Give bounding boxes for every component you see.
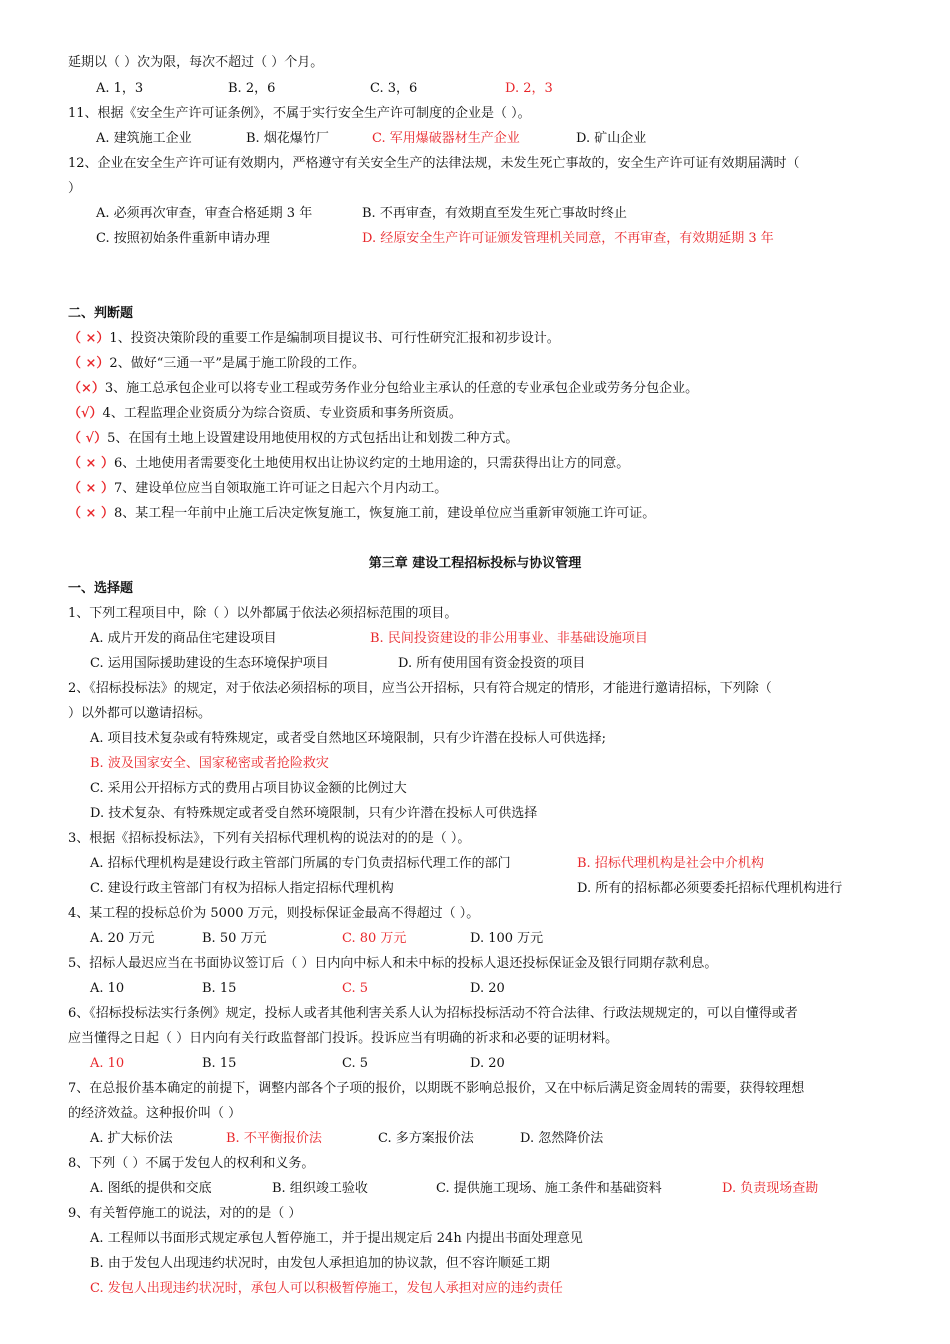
option-d: D. 所有使用国有资金投资的项目	[398, 656, 586, 671]
option-a: A. 工程师以书面形式规定承包人暂停施工，并于提出规定后 24h 内提出书面处理意见	[90, 1231, 583, 1246]
judgement-text: 6、土地使用者需要变化土地使用权出让协议约定的土地用途的，只需获得出让方的同意。	[113, 456, 630, 471]
option-a: A. 图纸的提供和交底	[90, 1181, 212, 1196]
question-text: 3、根据《招标投标法》，下列有关招标代理机构的说法对的的是（ ）。	[68, 831, 471, 846]
option-d: D. 20	[470, 981, 505, 996]
judgement-mark: （ √）	[68, 431, 108, 446]
option-c: C. 采用公开招标方式的费用占项目协议金额的比例过大	[90, 781, 407, 796]
judgement-mark: （ × ）	[68, 456, 114, 471]
question-text: 2、《招标投标法》的规定，对于依法必须招标的项目，应当公开招标，只有符合规定的情形，才能进行邀请招标，下列除（	[68, 681, 772, 696]
option-b: B. 2，6	[228, 81, 276, 96]
option-c-answer: C. 发包人出现违约状况时，承包人可以积极暂停施工，发包人承担对应的违约责任	[90, 1281, 563, 1296]
judgement-mark: （ ×）	[68, 356, 110, 371]
question-text: 6、《招标投标法实行条例》规定，投标人或者其他利害关系人认为招标投标活动不符合法律、行政法规规定的，可以自懂得或者	[68, 1006, 798, 1021]
judgement-item	[68, 355, 365, 373]
judgement-item	[68, 430, 518, 448]
option-c: C. 建设行政主管部门有权为招标人指定招标代理机构	[90, 881, 394, 896]
option-a: A. 必须再次审查，审查合格延期 3 年	[96, 206, 313, 221]
judgement-item	[68, 405, 462, 423]
option-d: D. 技术复杂、有特殊规定或者受自然环境限制，只有少许潜在投标人可供选择	[90, 806, 538, 821]
option-d: D. 所有的招标都必须要委托招标代理机构进行	[577, 881, 843, 896]
option-d-answer: D. 负责现场查勘	[722, 1181, 819, 1196]
option-b-answer: B. 不平衡报价法	[226, 1131, 322, 1146]
option-b: B. 组织竣工验收	[272, 1181, 368, 1196]
option-b-answer: B. 民间投资建设的非公用事业、非基础设施项目	[370, 631, 648, 646]
judgement-mark: （×）	[68, 381, 105, 396]
option-a: A. 10	[90, 981, 125, 996]
question-text: 5、招标人最迟应当在书面协议签订后（ ）日内向中标人和未中标的投标人退还投标保证金及银行同期存款利息。	[68, 956, 718, 971]
option-a: A. 扩大标价法	[90, 1131, 173, 1146]
option-b: B. 50 万元	[202, 931, 267, 946]
option-c: C. 运用国际援助建设的生态环境保护项目	[90, 656, 329, 671]
section-heading: 二、判断题	[68, 306, 134, 321]
option-c-answer: C. 5	[342, 981, 369, 996]
judgement-mark: （√）	[68, 406, 103, 421]
question-text-continued: ）以外都可以邀请招标。	[68, 706, 212, 721]
judgement-text: 8、某工程一年前中止施工后决定恢复施工，恢复施工前，建设单位应当重新审领施工许可证。	[113, 506, 656, 521]
option-c: C. 3，6	[370, 81, 418, 96]
option-d-answer: D. 2，3	[505, 81, 553, 96]
option-a: A. 1，3	[96, 81, 144, 96]
option-c-answer: C. 80 万元	[342, 931, 407, 946]
chapter-title: 第三章 建设工程招标投标与协议管理	[368, 556, 582, 571]
judgement-item	[68, 505, 655, 523]
option-a-answer: A. 10	[90, 1056, 125, 1071]
option-c: C. 提供施工现场、施工条件和基础资料	[436, 1181, 662, 1196]
judgement-mark: （ × ）	[68, 506, 114, 521]
option-d: D. 20	[470, 1056, 505, 1071]
question-text: 1、下列工程项目中，除（ ）以外都属于依法必须招标范围的项目。	[68, 606, 458, 621]
option-c: C. 多方案报价法	[378, 1131, 474, 1146]
judgement-item	[68, 480, 447, 498]
judgement-text: 1、投资决策阶段的重要工作是编制项目提议书、可行性研究汇报和初步设计。	[109, 331, 560, 346]
option-b: B. 15	[202, 981, 237, 996]
option-d-answer: D. 经原安全生产许可证颁发管理机关同意，不再审查，有效期延期 3 年	[362, 231, 774, 246]
option-a: A. 成片开发的商品住宅建设项目	[90, 631, 277, 646]
option-b: B. 15	[202, 1056, 237, 1071]
option-d: D. 忽然降价法	[520, 1131, 604, 1146]
judgement-item	[68, 455, 629, 473]
judgement-mark: （ × ）	[68, 481, 114, 496]
option-a: A. 项目技术复杂或有特殊规定，或者受自然地区环境限制，只有少许潜在投标人可供选择;	[90, 731, 607, 746]
judgement-mark: （ ×）	[68, 331, 110, 346]
judgement-item	[68, 330, 560, 348]
option-c: C. 5	[342, 1056, 369, 1071]
judgement-text: 5、在国有土地上设置建设用地使用权的方式包括出让和划拨二种方式。	[107, 431, 519, 446]
judgement-text: 7、建设单位应当自领取施工许可证之日起六个月内动工。	[113, 481, 448, 496]
question-text: 12、企业在安全生产许可证有效期内，严格遵守有关安全生产的法律法规，未发生死亡事故的，安全生产许可证有效期届满时（	[68, 156, 800, 171]
option-d: D. 100 万元	[470, 931, 544, 946]
question-text: 4、某工程的投标总价为 5000 万元，则投标保证金最高不得超过（ ）。	[68, 906, 480, 921]
option-c-answer: C. 军用爆破器材生产企业	[372, 131, 520, 146]
section-heading: 一、选择题	[68, 581, 134, 596]
question-text-continued: ）	[68, 181, 82, 196]
option-d: D. 矿山企业	[576, 131, 647, 146]
judgement-text: 3、施工总承包企业可以将专业工程或劳务作业分包给业主承认的任意的专业承包企业或劳务分包企业。	[104, 381, 699, 396]
option-a: A. 20 万元	[90, 931, 155, 946]
question-text: 7、在总报价基本确定的前提下，调整内部各个子项的报价，以期既不影响总报价，又在中标后满足资金周转的需要，获得较理想	[68, 1081, 805, 1096]
judgement-item	[68, 380, 698, 398]
question-text-continued: 应当懂得之日起（ ）日内向有关行政监督部门投诉。投诉应当有明确的祈求和必要的证明材料。	[68, 1031, 619, 1046]
question-text: 11、根据《安全生产许可证条例》，不属于实行安全生产许可制度的企业是（ ）。	[68, 106, 531, 121]
option-a: A. 建筑施工企业	[96, 131, 192, 146]
option-b-answer: B. 招标代理机构是社会中介机构	[577, 856, 764, 871]
question-text: 8、下列（ ）不属于发包人的权利和义务。	[68, 1156, 315, 1171]
question-text-continued: 的经济效益。这种报价叫（ ）	[68, 1106, 242, 1121]
judgement-text: 4、工程监理企业资质分为综合资质、专业资质和事务所资质。	[102, 406, 462, 421]
option-c: C. 按照初始条件重新申请办理	[96, 231, 270, 246]
option-b-answer: B. 波及国家安全、国家秘密或者抢险救灾	[90, 756, 329, 771]
option-b: B. 由于发包人出现违约状况时，由发包人承担追加的协议款，但不容许顺延工期	[90, 1256, 550, 1271]
option-b: B. 不再审查，有效期直至发生死亡事故时终止	[362, 206, 627, 221]
question-text: 9、有关暂停施工的说法，对的的是（ ）	[68, 1206, 302, 1221]
question-text: 延期以（ ）次为限，每次不超过（ ）个月。	[68, 55, 324, 70]
judgement-text: 2、做好“三通一平”是属于施工阶段的工作。	[109, 356, 365, 371]
option-a: A. 招标代理机构是建设行政主管部门所属的专门负责招标代理工作的部门	[90, 856, 511, 871]
option-b: B. 烟花爆竹厂	[246, 131, 329, 146]
